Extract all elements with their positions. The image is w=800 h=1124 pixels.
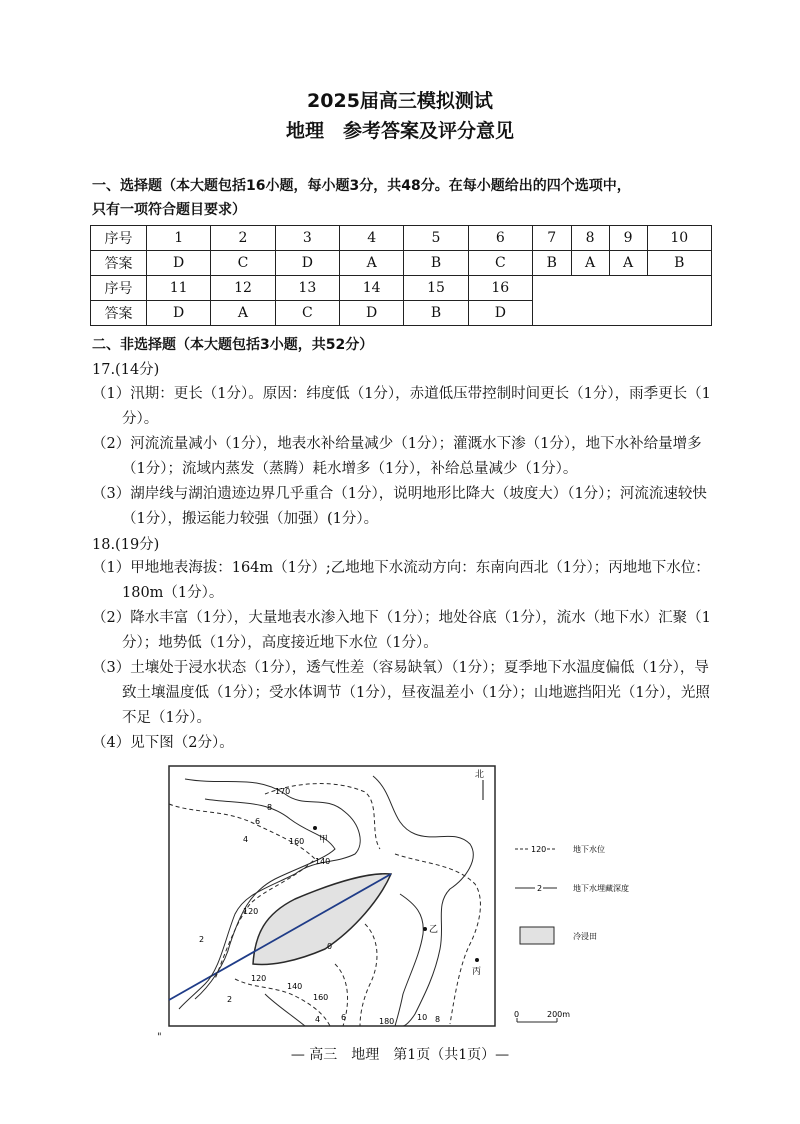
table-cell: C — [211, 251, 275, 276]
contour-label: 180 — [379, 1017, 395, 1026]
table-cell: B — [532, 251, 571, 276]
table-cell: D — [339, 301, 403, 326]
table-cell: 10 — [647, 226, 711, 251]
q17-label: 17.(14分) — [92, 362, 160, 378]
contour-label: 8 — [267, 803, 273, 812]
table-row — [91, 226, 712, 251]
q17-answers — [92, 382, 714, 532]
document-title: 2025届高三模拟测试 — [307, 90, 493, 112]
contour-label: 4 — [315, 1015, 321, 1024]
table-cell: 13 — [275, 276, 339, 301]
table-cell: B — [404, 251, 468, 276]
contour-label: 8 — [435, 1015, 441, 1024]
table-cell: 6 — [468, 226, 532, 251]
row-label: 答案 — [91, 301, 147, 326]
table-cell: 11 — [147, 276, 211, 301]
answer-table — [90, 225, 712, 326]
contour-label: 4 — [243, 835, 249, 844]
scale-zero: 0 — [514, 1010, 520, 1019]
contour-label: 6 — [341, 1013, 347, 1022]
table-cell: 14 — [339, 276, 403, 301]
table-cell: 7 — [532, 226, 571, 251]
contour-label: 160 — [289, 837, 305, 846]
table-cell: D — [147, 301, 211, 326]
table-cell: 2 — [211, 226, 275, 251]
table-cell: 3 — [275, 226, 339, 251]
legend-field-swatch — [520, 927, 554, 944]
water-level-contour — [395, 854, 480, 1024]
section2-heading: 二、非选择题（本大题包括3小题，共52分） — [92, 337, 374, 353]
q17-answer-1: （1）汛期：更长（1分）。原因：纬度低（1分），赤道低压带控制时间更长（1分），雨季更长（1分）。 — [92, 386, 711, 427]
section1-heading — [92, 174, 712, 222]
contour-label: 2 — [199, 935, 205, 944]
contour-label: 0 — [327, 942, 333, 951]
contour-label: 10 — [417, 1013, 428, 1022]
contour-label: 120 — [243, 907, 259, 916]
section1-heading-line1: 一、选择题（本大题包括16小题，每小题3分，共48分。在每小题给出的四个选项中， — [92, 178, 631, 194]
contour-label: 160 — [313, 993, 329, 1002]
depth-contour — [265, 994, 305, 1026]
legend-depth-label: 地下水埋藏深度 — [573, 884, 629, 893]
contour-label: 170 — [275, 787, 291, 796]
contour-label: 6 — [255, 817, 261, 826]
table-cell: 1 — [147, 226, 211, 251]
table-row — [91, 276, 712, 301]
table-cell: 12 — [211, 276, 275, 301]
place-label: 乙 — [429, 925, 439, 935]
place-label: 甲 — [319, 835, 329, 845]
table-cell: 16 — [468, 276, 532, 301]
table-cell: C — [468, 251, 532, 276]
row-label: 答案 — [91, 251, 147, 276]
corner-mark: " — [157, 1032, 162, 1043]
document-subtitle: 地理 参考答案及评分意见 — [285, 120, 514, 142]
legend-water-level-value: 120 — [531, 845, 547, 854]
blank-cell — [532, 276, 711, 326]
table-cell: A — [571, 251, 609, 276]
legend-water-level-label: 地下水位 — [573, 845, 605, 854]
contour-label: 120 — [251, 974, 267, 983]
q18-label: 18.(19分) — [92, 537, 160, 553]
section1-heading-line2: 只有一项符合题目要求） — [92, 202, 246, 218]
q18-answer-1: （1）甲地地表海拔：164m（1分）;乙地地下水流动方向：东南向西北（1分）；丙地地下水位：180m（1分）。 — [92, 560, 710, 601]
q18-answer-4: （4）见下图（2分）。 — [92, 735, 234, 751]
q18-answer-3: （3）土壤处于浸水状态（1分），透气性差（容易缺氧）（1分）；夏季地下水温度偏低（1分），导致土壤温度低（1分）；受水体调节（1分），昼夜温差小（1分）；山地遮挡阳光（1分），光照不足（1分）。 — [92, 660, 710, 726]
place-marker — [423, 927, 427, 931]
table-cell: 5 — [404, 226, 468, 251]
place-marker — [313, 826, 317, 830]
north-label: 北 — [475, 770, 485, 780]
table-cell: D — [275, 251, 339, 276]
row-label: 序号 — [91, 276, 147, 301]
legend-field-label: 冷浸田 — [573, 932, 597, 941]
table-cell: 8 — [571, 226, 609, 251]
contour-label: 2 — [227, 995, 233, 1004]
cold-field-area — [253, 874, 391, 965]
q18-answers — [92, 556, 714, 756]
water-level-contour — [360, 924, 377, 1026]
place-label: 丙 — [472, 967, 482, 977]
table-cell: C — [275, 301, 339, 326]
table-cell: 15 — [404, 276, 468, 301]
contour-map — [165, 764, 629, 1034]
table-cell: A — [211, 301, 275, 326]
q17-answer-3: （3）湖岸线与湖泊遗迹边界几乎重合（1分），说明地形比降大（坡度大）（1分）；河流流速较快（1分），搬运能力较强（加强）(1分）。 — [92, 486, 707, 527]
table-row — [91, 251, 712, 276]
table-cell: A — [609, 251, 647, 276]
q18-answer-2: （2）降水丰富（1分），大量地表水渗入地下（1分）；地处谷底（1分），流水（地下水）汇聚（1分）；地势低（1分），高度接近地下水位（1分）。 — [92, 610, 711, 651]
depth-contour — [373, 776, 473, 1026]
table-cell: D — [147, 251, 211, 276]
table-cell: 9 — [609, 226, 647, 251]
page-footer: — 高三 地理 第1页（共1页）— — [290, 1047, 510, 1063]
table-cell: D — [468, 301, 532, 326]
q17-answer-2: （2）河流流量减小（1分），地表水补给量减少（1分）；灌溉水下渗（1分），地下水补给量增多（1分）；流域内蒸发（蒸腾）耗水增多（1分），补给总量减少（1分）。 — [92, 436, 702, 477]
table-cell: B — [647, 251, 711, 276]
place-marker — [475, 958, 479, 962]
scale-label: 200m — [547, 1010, 571, 1019]
contour-label: 140 — [315, 857, 331, 866]
table-cell: 4 — [339, 226, 403, 251]
table-cell: B — [404, 301, 468, 326]
contour-label: 140 — [287, 982, 303, 991]
legend-depth-value: 2 — [537, 884, 543, 893]
row-label: 序号 — [91, 226, 147, 251]
table-cell: A — [339, 251, 403, 276]
